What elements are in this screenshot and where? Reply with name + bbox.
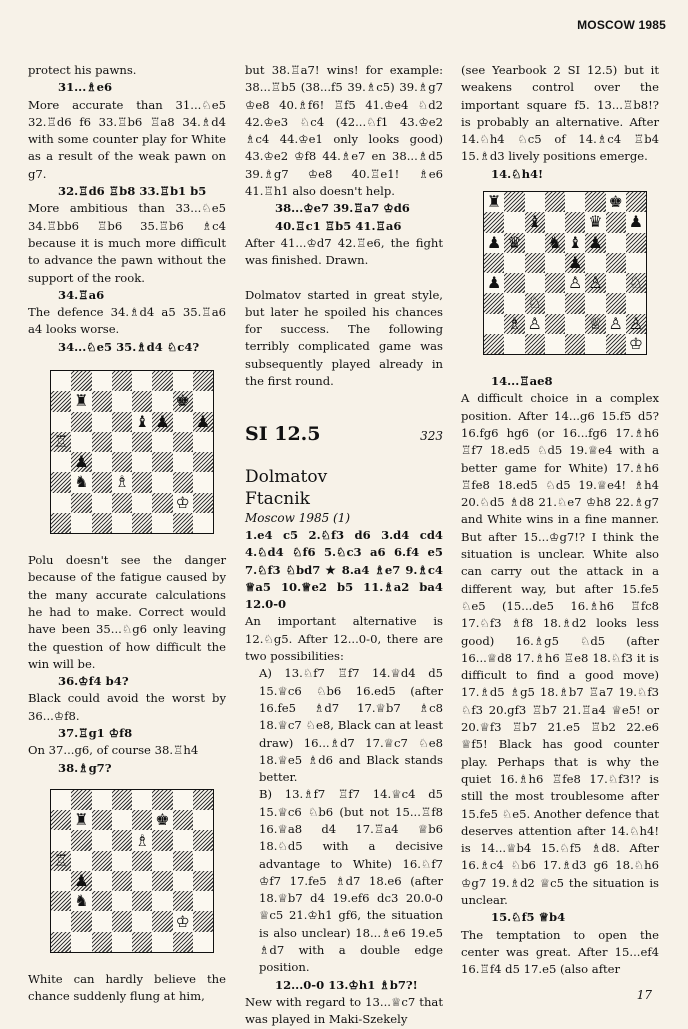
black-pawn-icon: ♟	[567, 252, 583, 272]
board-square	[51, 932, 71, 952]
board-square	[112, 391, 132, 411]
board-square	[193, 810, 213, 830]
board-square	[92, 911, 112, 931]
board-square	[173, 810, 193, 830]
board-square	[51, 851, 71, 871]
black-knight-icon: ♞	[547, 232, 563, 252]
board-square	[606, 192, 626, 212]
paragraph: More ambitious than 33...♘e5 34.♖bb6 ♖b6 35.♖b6 ♗c4 because it is much more difficult to advance the pawn without the support of the rook.	[28, 201, 226, 285]
board-square	[626, 273, 646, 293]
board-square	[71, 932, 91, 952]
board-square	[504, 233, 524, 253]
black-pawn-icon: ♟	[486, 232, 502, 252]
board-square	[193, 891, 213, 911]
move-line: 32.♖d6 ♖b8 33.♖b1 b5	[58, 184, 207, 199]
board-square	[504, 273, 524, 293]
board-square	[193, 932, 213, 952]
black-king-icon: ♚	[608, 192, 623, 212]
white-pawn-icon: ♙	[628, 313, 644, 333]
board-square	[484, 253, 504, 273]
board-square	[152, 371, 172, 391]
board-square	[92, 432, 112, 452]
paragraph: An important alternative is 12.♘g5. After 12...0-0, there are two possibilities:	[245, 614, 443, 664]
board-square	[92, 452, 112, 472]
board-square	[112, 412, 132, 432]
white-rook-icon: ♖	[53, 850, 69, 870]
paragraph: but 38.♖a7! wins! for example: 38...♖b5 (38...f5 39.♗c5) 39.♗g7 ♔e8 40.♗f6! ♖f5 41.♔e4 ♘d2 42.♔e3 ♘c4 (42...♘f1 43.♔e2 ♗c4 44.♔e1 only looks good) 43.♔e2 ♔f8 44.♗e7 en 38...♗d5 39.♗g7 ♔e8 40.♖e1! ♗e6 41.♖h1 also doesn't help.	[245, 63, 443, 199]
board-square	[545, 253, 565, 273]
column-2	[245, 62, 443, 1029]
board-square	[112, 911, 132, 931]
board-square	[92, 371, 112, 391]
board-square	[51, 871, 71, 891]
paragraph: Dolmatov started in great style, but later he spoiled his chances for success. The following terribly complicated game was subsequently played already in the first round.	[245, 287, 443, 389]
board-square	[152, 871, 172, 891]
board-square	[585, 192, 605, 212]
board-square	[173, 371, 193, 391]
board-square	[193, 790, 213, 810]
board-square	[173, 932, 193, 952]
board-square	[173, 452, 193, 472]
board-square	[626, 293, 646, 313]
board-square	[51, 452, 71, 472]
board-square	[193, 851, 213, 871]
board-square	[112, 810, 132, 830]
board-square	[112, 790, 132, 810]
board-square	[606, 273, 626, 293]
board-square	[92, 932, 112, 952]
board-square	[92, 472, 112, 492]
board-square	[484, 314, 504, 334]
board-square	[112, 371, 132, 391]
chess-diagram	[50, 789, 214, 953]
board-square	[132, 493, 152, 513]
board-square	[132, 810, 152, 830]
board-square	[525, 334, 545, 354]
white-pawn-icon: ♙	[527, 313, 542, 333]
board-square	[71, 391, 91, 411]
board-square	[565, 334, 585, 354]
board-square	[132, 891, 152, 911]
black-bishop-icon: ♝	[134, 411, 150, 431]
board-square	[193, 871, 213, 891]
board-square	[173, 513, 193, 533]
board-square	[525, 233, 545, 253]
paragraph: protect his pawns.	[28, 63, 137, 77]
chess-diagram	[483, 191, 647, 355]
board-square	[173, 391, 193, 411]
board-square	[112, 513, 132, 533]
page-number: 17	[636, 988, 652, 1002]
board-square	[606, 233, 626, 253]
board-square	[92, 790, 112, 810]
board-square	[132, 412, 152, 432]
board-square	[132, 371, 152, 391]
board-square	[504, 334, 524, 354]
board-square	[132, 472, 152, 492]
board-square	[71, 472, 91, 492]
paragraph: More accurate than 31...♘e5 32.♖d6 f6 33.♖b6 ♖a8 34.♗d4 with some counter play for White as a result of the weak pawn on g7.	[28, 97, 226, 181]
black-bishop-icon: ♝	[567, 232, 583, 252]
board-square	[525, 293, 545, 313]
board-square	[112, 472, 132, 492]
paragraph: The temptation to open the center was great. After 15...ef4 16.♖f4 d5 17.e5 (also after	[461, 927, 659, 977]
board-square	[545, 192, 565, 212]
paragraph: B) 13.♗f7 ♖f7 14.♕c4 d5 15.♕c6 ♘b6 (but not 15...♖f8 16.♕a8 d4 17.♖a4 ♕b6 18.♘d5 with a decisive advantage to White) 16.♘f7 ♔f7 17.fe5 ♗d7 18.e6 (after 18.♕b7 d4 19.ef6 dc3 20.0-0 ♕c5 21.♔h1 gf6, the situation is also unclear) 18...♗e6 19.e5 ♗d7 with a double edge position.	[259, 787, 443, 975]
board-square	[193, 371, 213, 391]
move-line: 40.♖c1 ♖b5 41.♖a6	[275, 218, 402, 233]
move-line: 31...♗e6	[58, 80, 113, 95]
board-square	[585, 314, 605, 334]
board-square	[92, 891, 112, 911]
board-square	[193, 911, 213, 931]
game-code: SI 12.5	[245, 423, 321, 446]
board-square	[193, 432, 213, 452]
board-square	[173, 412, 193, 432]
board-square	[112, 452, 132, 472]
paragraph: (see Yearbook 2 SI 12.5) but it weakens control over the important square f5. 13...♖b8!? is probably an alternative. After 14.♘h4 ♘c5 of 14.♗c4 ♖b4 15.♗d3 lively positions emerge.	[461, 63, 659, 164]
board-square	[132, 871, 152, 891]
board-square	[51, 891, 71, 911]
black-pawn-icon: ♟	[155, 411, 170, 431]
board-square	[71, 891, 91, 911]
board-square	[51, 513, 71, 533]
move-line: 14.♘h4!	[491, 166, 544, 181]
black-knight-icon: ♞	[74, 472, 89, 492]
board-square	[565, 273, 585, 293]
paragraph: After 41...♔d7 42.♖e6, the fight was finished. Drawn.	[245, 235, 443, 268]
board-square	[606, 314, 626, 334]
board-square	[92, 412, 112, 432]
board-square	[132, 432, 152, 452]
board-square	[92, 851, 112, 871]
board-square	[51, 412, 71, 432]
board-square	[71, 830, 91, 850]
board-square	[585, 233, 605, 253]
move-line: 36.♔f4 b4?	[58, 674, 129, 689]
board-square	[173, 911, 193, 931]
board-square	[71, 513, 91, 533]
game-number: 323	[420, 429, 443, 444]
move-line: 15.♘f5 ♕b4	[491, 910, 566, 925]
black-knight-icon: ♞	[74, 891, 89, 911]
white-bishop-icon: ♗	[507, 313, 522, 333]
black-pawn-icon: ♟	[628, 212, 644, 232]
black-queen-icon: ♛	[507, 232, 522, 252]
board-square	[193, 472, 213, 492]
board-square	[585, 293, 605, 313]
board-square	[504, 192, 524, 212]
board-square	[51, 493, 71, 513]
board-square	[132, 391, 152, 411]
paragraph: White can hardly believe the chance suddenly flung at him,	[28, 971, 226, 1004]
board-square	[606, 253, 626, 273]
board-square	[545, 233, 565, 253]
board-square	[112, 932, 132, 952]
board-square	[92, 493, 112, 513]
board-square	[525, 253, 545, 273]
board-square	[152, 911, 172, 931]
board-square	[484, 273, 504, 293]
black-bishop-icon: ♝	[527, 212, 542, 232]
board-square	[585, 273, 605, 293]
board-square	[92, 513, 112, 533]
paragraph: On 37...g6, of course 38.♖h4	[28, 743, 199, 758]
running-head: MOSCOW 1985	[577, 18, 666, 32]
board-square	[173, 472, 193, 492]
black-pawn-icon: ♟	[486, 273, 502, 293]
black-king-icon: ♚	[155, 810, 170, 830]
move-line: 12...0-0 13.♔h1 ♗b7?!	[275, 977, 418, 992]
board-square	[484, 233, 504, 253]
player-white: Dolmatov	[245, 466, 328, 487]
board-square	[585, 212, 605, 232]
board-square	[71, 851, 91, 871]
board-square	[545, 314, 565, 334]
column-1	[28, 62, 226, 1006]
board-square	[132, 851, 152, 871]
board-square	[626, 334, 646, 354]
board-square	[152, 932, 172, 952]
board-square	[152, 790, 172, 810]
paragraph: The defence 34.♗d4 a5 35.♖a6 a4 looks worse.	[28, 305, 226, 337]
board-square	[173, 790, 193, 810]
board-square	[92, 391, 112, 411]
board-square	[71, 452, 91, 472]
board-square	[565, 253, 585, 273]
board-square	[504, 212, 524, 232]
board-square	[606, 212, 626, 232]
board-square	[112, 830, 132, 850]
move-line: 38.♗g7?	[58, 760, 112, 775]
board-square	[51, 911, 71, 931]
board-square	[92, 871, 112, 891]
board-square	[525, 192, 545, 212]
board-square	[112, 493, 132, 513]
board-square	[173, 830, 193, 850]
board-square	[71, 493, 91, 513]
black-rook-icon: ♜	[74, 810, 89, 830]
board-square	[152, 412, 172, 432]
white-bishop-icon: ♗	[134, 830, 150, 850]
move-line: 14...♖ae8	[491, 374, 553, 389]
move-line: 38...♔e7 39.♖a7 ♔d6	[275, 201, 410, 216]
white-rook-icon: ♖	[53, 431, 69, 451]
board-square	[173, 871, 193, 891]
board-square	[92, 810, 112, 830]
board-square	[193, 452, 213, 472]
board-square	[71, 810, 91, 830]
white-bishop-icon: ♗	[114, 472, 130, 492]
board-square	[193, 830, 213, 850]
board-square	[626, 212, 646, 232]
board-square	[132, 513, 152, 533]
board-square	[626, 233, 646, 253]
board-square	[193, 513, 213, 533]
white-king-icon: ♔	[175, 911, 190, 931]
board-square	[132, 790, 152, 810]
board-square	[504, 314, 524, 334]
board-square	[606, 293, 626, 313]
board-square	[565, 192, 585, 212]
black-queen-icon: ♛	[588, 212, 603, 232]
board-square	[565, 293, 585, 313]
board-square	[112, 891, 132, 911]
board-square	[565, 212, 585, 232]
black-pawn-icon: ♟	[588, 232, 603, 252]
game-moves: 1.e4 c5 2.♘f3 d6 3.d4 cd4 4.♘d4 ♘f6 5.♘c3 a6 6.f4 e5 7.♘f3 ♘bd7 ★ 8.a4 ♗e7 9.♗c4 ♕a5 10.♕e2 b5 11.♗a2 ba4 12.0-0	[245, 527, 443, 612]
black-pawn-icon: ♟	[195, 411, 211, 431]
board-square	[626, 253, 646, 273]
board-square	[173, 432, 193, 452]
white-pawn-icon: ♙	[567, 273, 583, 293]
event-line: Moscow 1985 (1)	[245, 510, 351, 525]
board-square	[565, 314, 585, 334]
board-square	[193, 412, 213, 432]
white-knight-icon: ♘	[527, 293, 542, 313]
black-king-icon: ♚	[175, 391, 190, 411]
board-square	[152, 513, 172, 533]
board-square	[626, 314, 646, 334]
board-square	[484, 212, 504, 232]
board-square	[606, 334, 626, 354]
paragraph: Black could avoid the worst by 36...♔f8.	[28, 691, 226, 723]
board-square	[152, 851, 172, 871]
board-square	[152, 472, 172, 492]
board-square	[71, 412, 91, 432]
board-square	[112, 432, 132, 452]
board-square	[51, 790, 71, 810]
board-square	[152, 493, 172, 513]
board-square	[132, 911, 152, 931]
black-pawn-icon: ♟	[74, 871, 89, 891]
white-queen-icon: ♕	[588, 313, 603, 333]
board-square	[545, 273, 565, 293]
board-square	[193, 493, 213, 513]
board-square	[152, 432, 172, 452]
board-square	[71, 790, 91, 810]
white-king-icon: ♔	[175, 492, 190, 512]
board-square	[51, 432, 71, 452]
board-square	[112, 851, 132, 871]
black-pawn-icon: ♟	[74, 452, 89, 472]
chess-diagram	[50, 370, 214, 534]
board-square	[565, 233, 585, 253]
board-square	[525, 314, 545, 334]
move-line: 34...♘e5 35.♗d4 ♘c4?	[58, 339, 200, 354]
player-black: Ftacnik	[245, 488, 310, 509]
board-square	[71, 911, 91, 931]
board-square	[193, 391, 213, 411]
board-square	[152, 391, 172, 411]
board-square	[51, 810, 71, 830]
board-square	[152, 810, 172, 830]
board-square	[71, 432, 91, 452]
board-square	[173, 891, 193, 911]
board-square	[545, 334, 565, 354]
paragraph: New with regard to 13...♕c7 that was played in Maki-Szekely	[245, 994, 443, 1027]
board-square	[132, 932, 152, 952]
board-square	[484, 293, 504, 313]
board-square	[152, 891, 172, 911]
board-square	[132, 452, 152, 472]
white-pawn-icon: ♙	[588, 273, 603, 293]
board-square	[585, 334, 605, 354]
board-square	[173, 493, 193, 513]
board-square	[504, 293, 524, 313]
white-pawn-icon: ♙	[608, 313, 623, 333]
board-square	[484, 334, 504, 354]
board-square	[545, 212, 565, 232]
board-square	[173, 851, 193, 871]
board-square	[51, 391, 71, 411]
board-square	[51, 371, 71, 391]
board-square	[585, 253, 605, 273]
move-line: 37.♖g1 ♔f8	[58, 726, 133, 741]
board-square	[525, 273, 545, 293]
board-square	[132, 830, 152, 850]
board-square	[152, 830, 172, 850]
black-rook-icon: ♜	[74, 391, 89, 411]
board-square	[71, 371, 91, 391]
board-square	[484, 192, 504, 212]
board-square	[504, 253, 524, 273]
board-square	[71, 871, 91, 891]
paragraph: Polu doesn't see the danger because of the fatigue caused by the many accurate calculations he had to make. Correct would have been 35...♘g6 only leaving the question of how difficult the win will be.	[28, 553, 226, 671]
board-square	[112, 871, 132, 891]
game-header	[245, 423, 443, 446]
paragraph: A difficult choice in a complex position. After 14...g6 15.f5 d5? 16.fg6 hg6 (or 16...fg6 17.♗h6 ♖f7 18.ed5 ♘d5 19.♕e4 with a better game for White) 17.♗h6 ♖fe8 18.ed5 ♘d5 19.♕e4! ♗h4 20.♘d5 ♗d8 21.♘e7 ♔h8 22.♗g7 and White wins in a fine manner. But after 15...♔g7!? I think the situation is unclear. White also can carry out the attack in a different way, but after 15.fe5 ♘e5 (15...de5 16.♗h6 ♖fc8 17.♘f3 ♗f8 18.♗d2 looks less good) 16.♗g5 ♘d5 (after 16...♕d8 17.♗h6 ♖e8 18.♘f3 it is difficult to find a good move) 17.♗d5 ♗g5 18.♗b7 ♖a7 19.♘f3 ♘f3 20.gf3 ♖b7 21.♖a4 ♕e5! or 20.♕f3 ♖b7 21.e5 ♖b2 22.e6 ♕f5! Black has good counter play. Perhaps that is why the quiet 16.♗h6 ♖fe8 17.♘f3!? is still the most troublesome after 15.fe5 ♘e5. Another defence that deserves attention after 14.♘h4! is 14...♕b4 15.♘f5 ♗d8. After 16.♗c4 ♘b6 17.♗d3 g6 18.♘h6 ♔g7 19.♗d2 ♕c5 the situation is unclear.	[461, 391, 659, 907]
board-square	[525, 212, 545, 232]
paragraph: A) 13.♘f7 ♖f7 14.♕d4 d5 15.♕c6 ♘b6 16.ed5 (after 16.fe5 ♗d7 17.♕b7 ♗c8 18.♕c7 ♘e8, Black can at least draw) 16...♗d7 17.♕c7 ♘e8 18.♕e5 ♗d6 and Black stands better.	[259, 666, 443, 785]
board-square	[545, 293, 565, 313]
white-knight-icon: ♘	[628, 273, 644, 293]
board-square	[92, 830, 112, 850]
board-square	[152, 452, 172, 472]
board-square	[51, 472, 71, 492]
white-king-icon: ♔	[628, 333, 644, 353]
move-line: 34.♖a6	[58, 287, 105, 302]
board-square	[626, 192, 646, 212]
black-rook-icon: ♜	[486, 192, 502, 212]
column-3	[461, 62, 659, 978]
board-square	[51, 830, 71, 850]
